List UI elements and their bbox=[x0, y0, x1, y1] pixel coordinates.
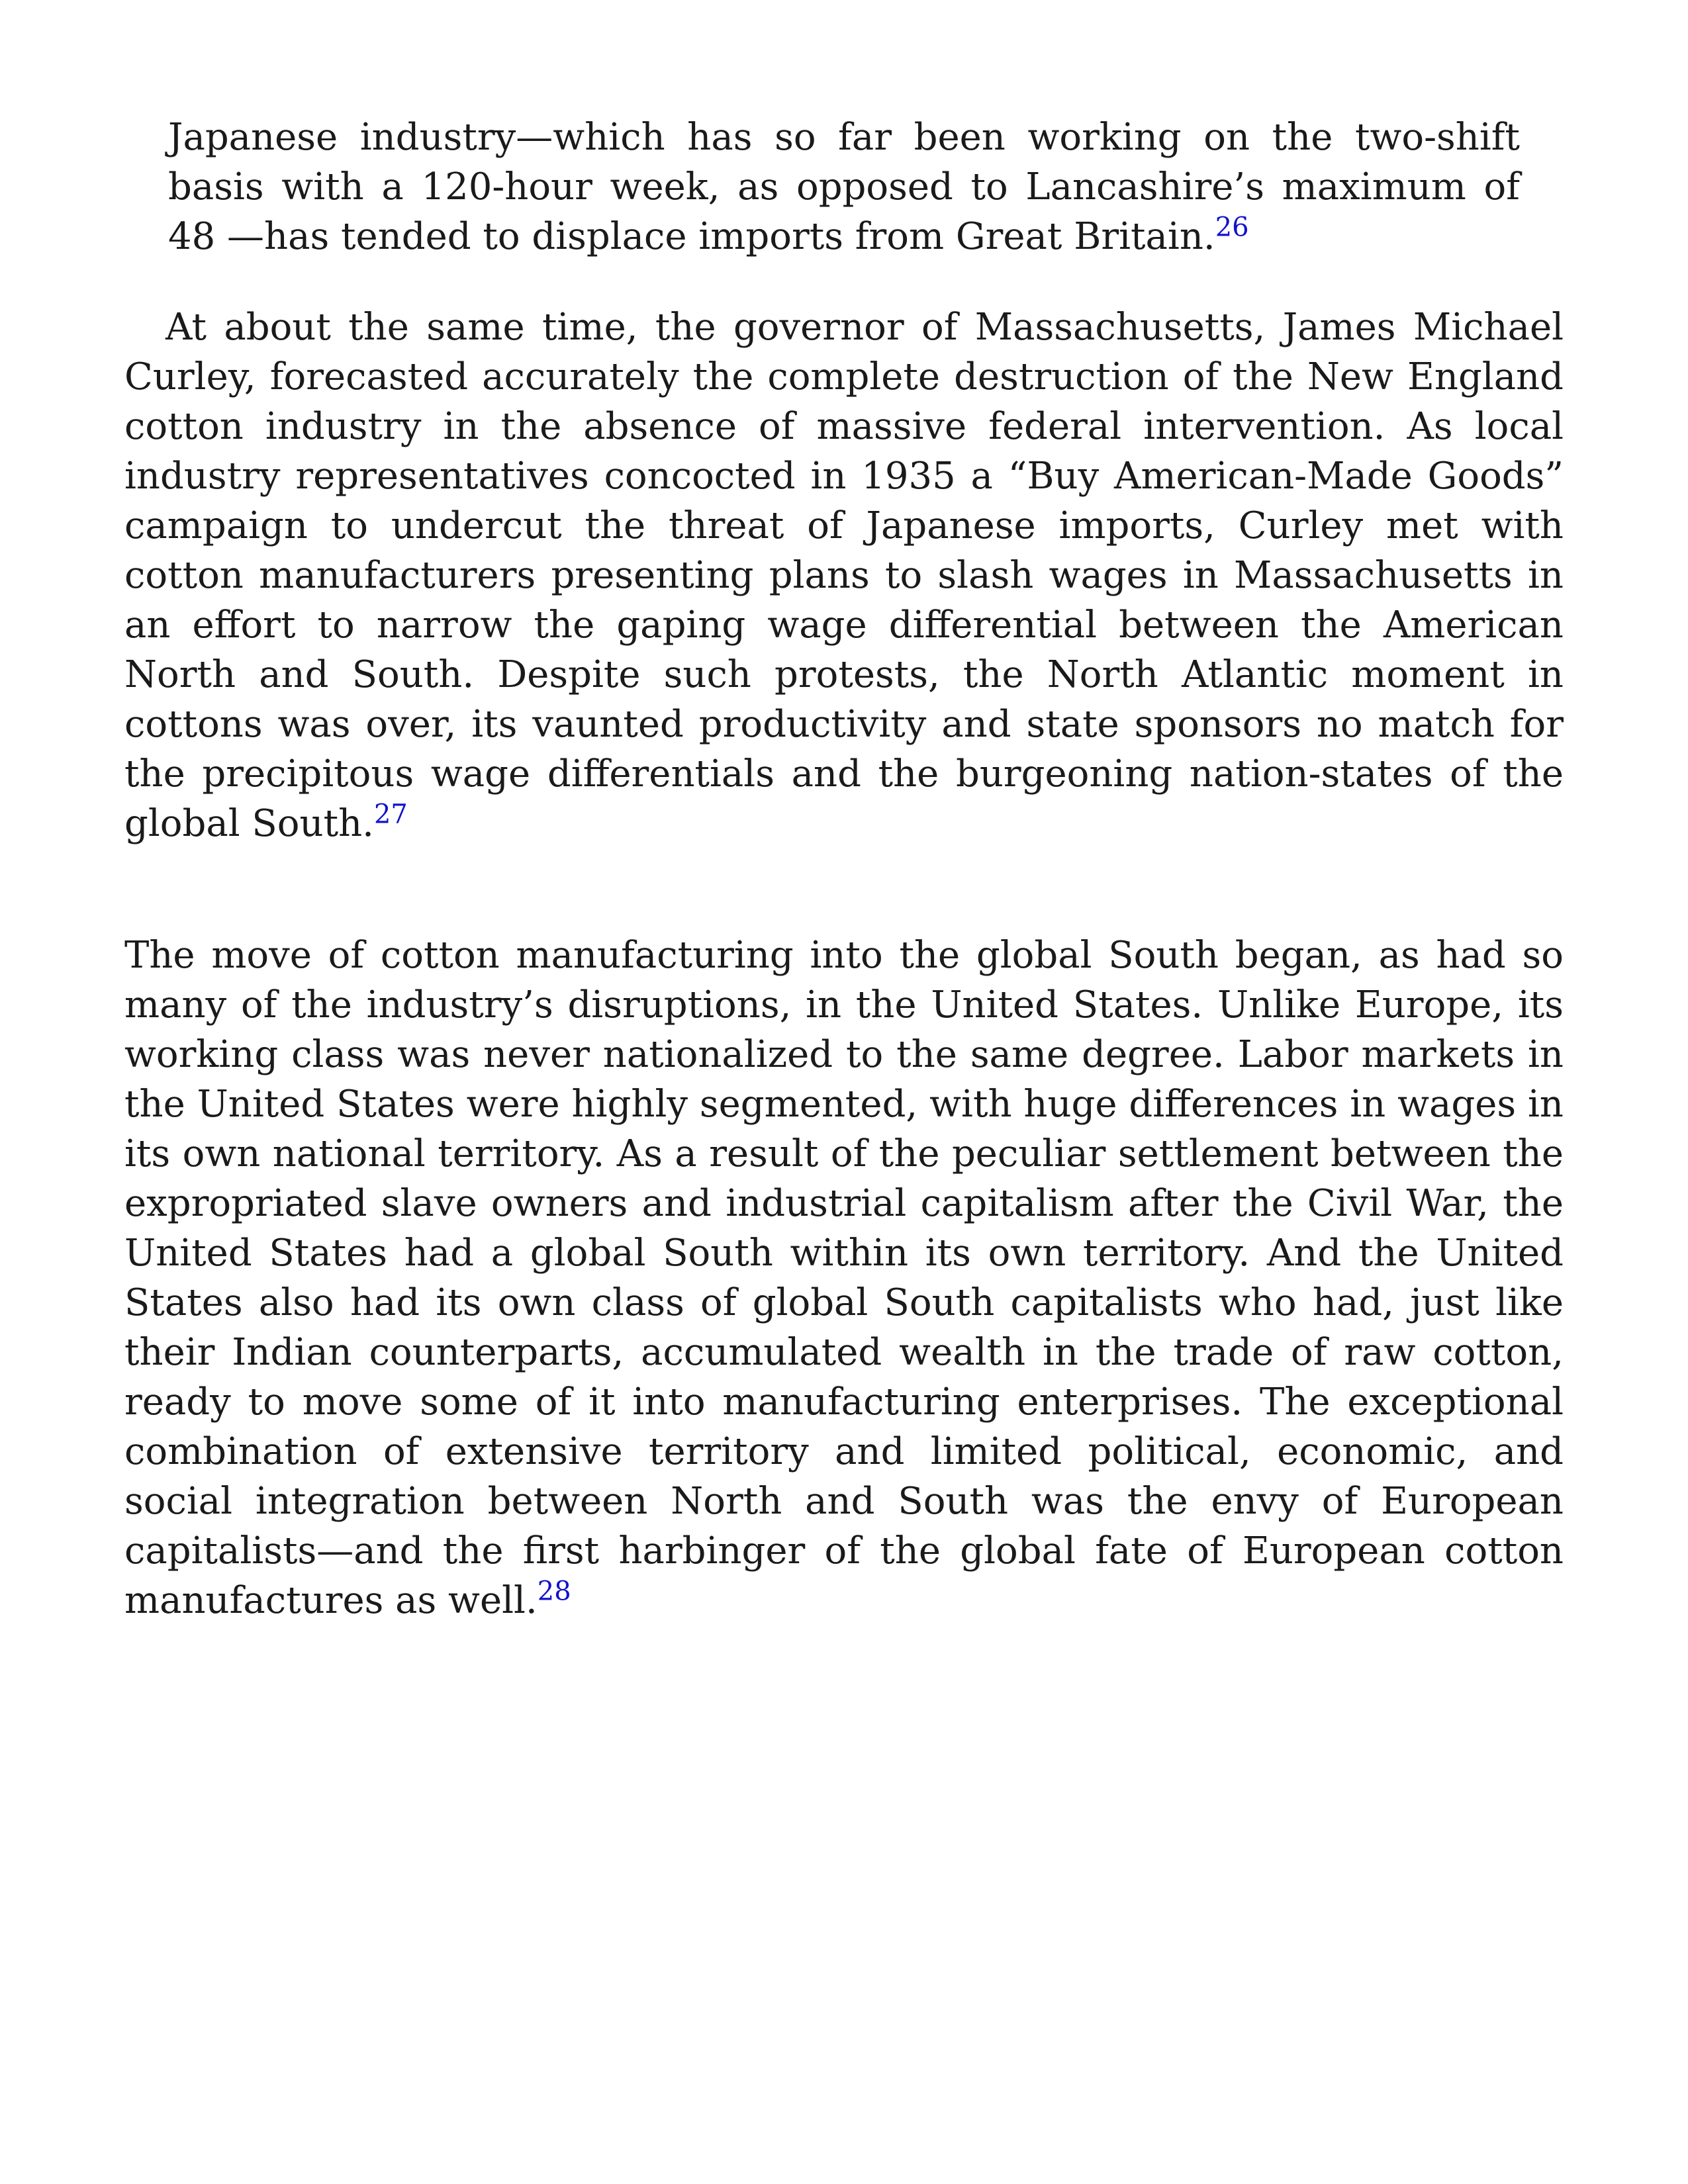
section-spacer bbox=[124, 848, 1564, 931]
paragraph-text: At about the same time, the governor of Massachusetts, James Michael Curley, forecasted accurately the complete destruction of the New England cotton industry in the absence of massive federal intervention. As local industry representatives concocted in 1935 a “Buy American-Made Goods” campaign to undercut the threat of Japanese imports, Curley met with cotton manufacturers presenting plans to slash wages in Massachusetts in an effort to narrow the gaping wage differential between the American North and South. Despite such protests, the North Atlantic moment in cottons was over, its vaunted productivity and state sponsors no match for the precipitous wage differentials and the burgeoning nation-states of the global South. bbox=[124, 306, 1564, 845]
paragraph-global-south bbox=[124, 931, 1564, 1625]
spacer bbox=[124, 261, 1564, 302]
footnote-link-26[interactable]: 26 bbox=[1215, 212, 1249, 243]
page-content bbox=[124, 113, 1564, 1625]
block-quote bbox=[168, 113, 1520, 261]
footnote-link-28[interactable]: 28 bbox=[537, 1576, 571, 1607]
paragraph-text: The move of cotton manufacturing into the global South began, as had so many of the industry’s disruptions, in the United States. Unlike Europe, its working class was never nationalized to the same degree. Labor markets in the United States were highly segmented, with huge differences in wages in its own national territory. As a result of the peculiar settlement between the expropriated slave owners and industrial capitalism after the Civil War, the United States had a global South within its own territory. And the United States also had its own class of global South capitalists who had, just like their Indian counterparts, accumulated wealth in the trade of raw cotton, ready to move some of it into manufacturing enterprises. The exceptional combination of extensive territory and limited political, economic, and social integration between North and South was the envy of European capitalists—and the first harbinger of the global fate of European cotton manufactures as well. bbox=[124, 934, 1564, 1622]
footnote-link-27[interactable]: 27 bbox=[373, 799, 408, 830]
paragraph-curley bbox=[124, 302, 1564, 848]
block-quote-text: Japanese industry—which has so far been working on the two-shift basis with a 120-hour week, as opposed to Lancashire’s maximum of 48 —has tended to displace imports from Great Britain. bbox=[168, 116, 1520, 258]
